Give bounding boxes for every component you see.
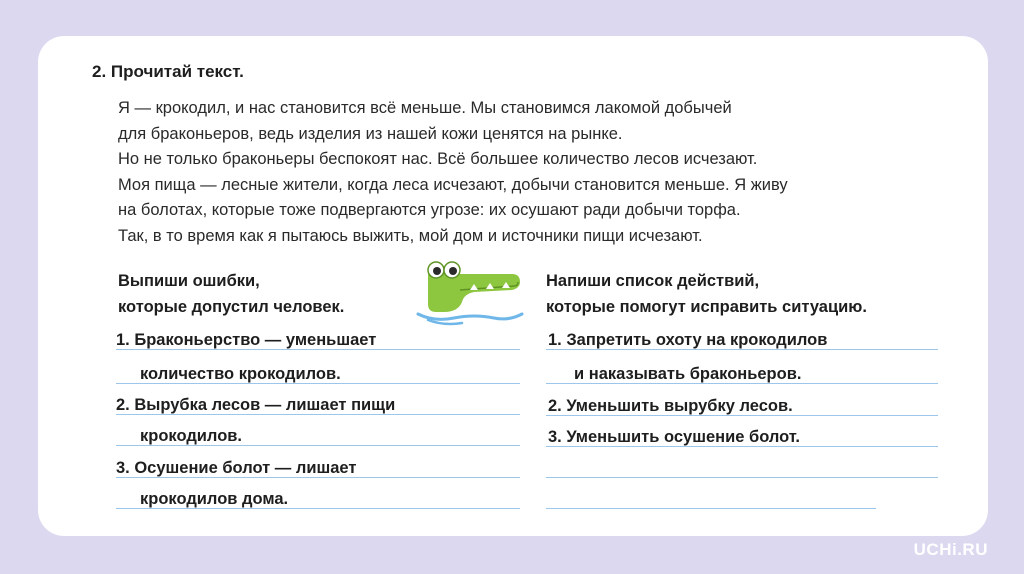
left-heading-line2: которые допустил человек. <box>118 298 345 316</box>
left-answer-2b: крокодилов. <box>140 427 243 445</box>
right-column-heading <box>546 268 867 320</box>
right-answer-2: 2. Уменьшить вырубку лесов. <box>548 397 793 415</box>
left-answer-3b: крокодилов дома. <box>140 490 289 508</box>
answer-rule <box>116 349 520 350</box>
left-answer-2a: 2. Вырубка лесов — лишает пищи <box>116 396 396 414</box>
crocodile-illustration <box>414 256 524 330</box>
right-answer-1a: 1. Запретить охоту на крокодилов <box>548 331 828 349</box>
answer-rule <box>546 349 938 350</box>
task-title: 2. Прочитай текст. <box>92 62 244 81</box>
paragraph-line: Моя пища — лесные жители, когда леса исчезают, добычи становится меньше. Я живу <box>118 175 788 194</box>
left-answer-3a: 3. Осушение болот — лишает <box>116 459 357 477</box>
right-heading-line2: которые помогут исправить ситуацию. <box>546 298 867 316</box>
answer-rule <box>546 415 938 416</box>
left-answer-1a: 1. Браконьерство — уменьшает <box>116 331 377 349</box>
paragraph-line: на болотах, которые тоже подвергаются угрозе: их осушают ради добычи торфа. <box>118 201 741 220</box>
right-answer-1b: и наказывать браконьеров. <box>574 365 802 383</box>
paragraph-line: для браконьеров, ведь изделия из нашей кожи ценятся на рынке. <box>118 124 623 143</box>
right-answer-3: 3. Уменьшить осушение болот. <box>548 428 801 446</box>
answer-rule <box>546 446 938 447</box>
answer-rule <box>116 477 520 478</box>
right-heading-line1: Напиши список действий, <box>546 272 760 290</box>
left-column-heading <box>118 268 344 320</box>
uchi-ru-watermark: UCHi.RU <box>913 540 988 559</box>
answer-rule <box>546 477 938 478</box>
answer-rule <box>546 383 938 384</box>
paragraph-line: Но не только браконьеры беспокоят нас. Всё большее количество лесов исчезают. <box>118 150 758 169</box>
paragraph-line: Я — крокодил, и нас становится всё меньше. Мы становимся лакомой добычей <box>118 99 732 117</box>
answer-rule <box>116 508 520 509</box>
answer-rule <box>546 508 876 509</box>
left-heading-line1: Выпиши ошибки, <box>118 272 260 290</box>
answer-rule <box>116 414 520 415</box>
answer-rule <box>116 383 520 384</box>
task-paragraph <box>118 96 918 250</box>
paragraph-line: Так, в то время как я пытаюсь выжить, мой дом и источники пищи исчезают. <box>118 226 703 245</box>
answer-rule <box>116 445 520 446</box>
left-answer-1b: количество крокодилов. <box>140 365 341 383</box>
